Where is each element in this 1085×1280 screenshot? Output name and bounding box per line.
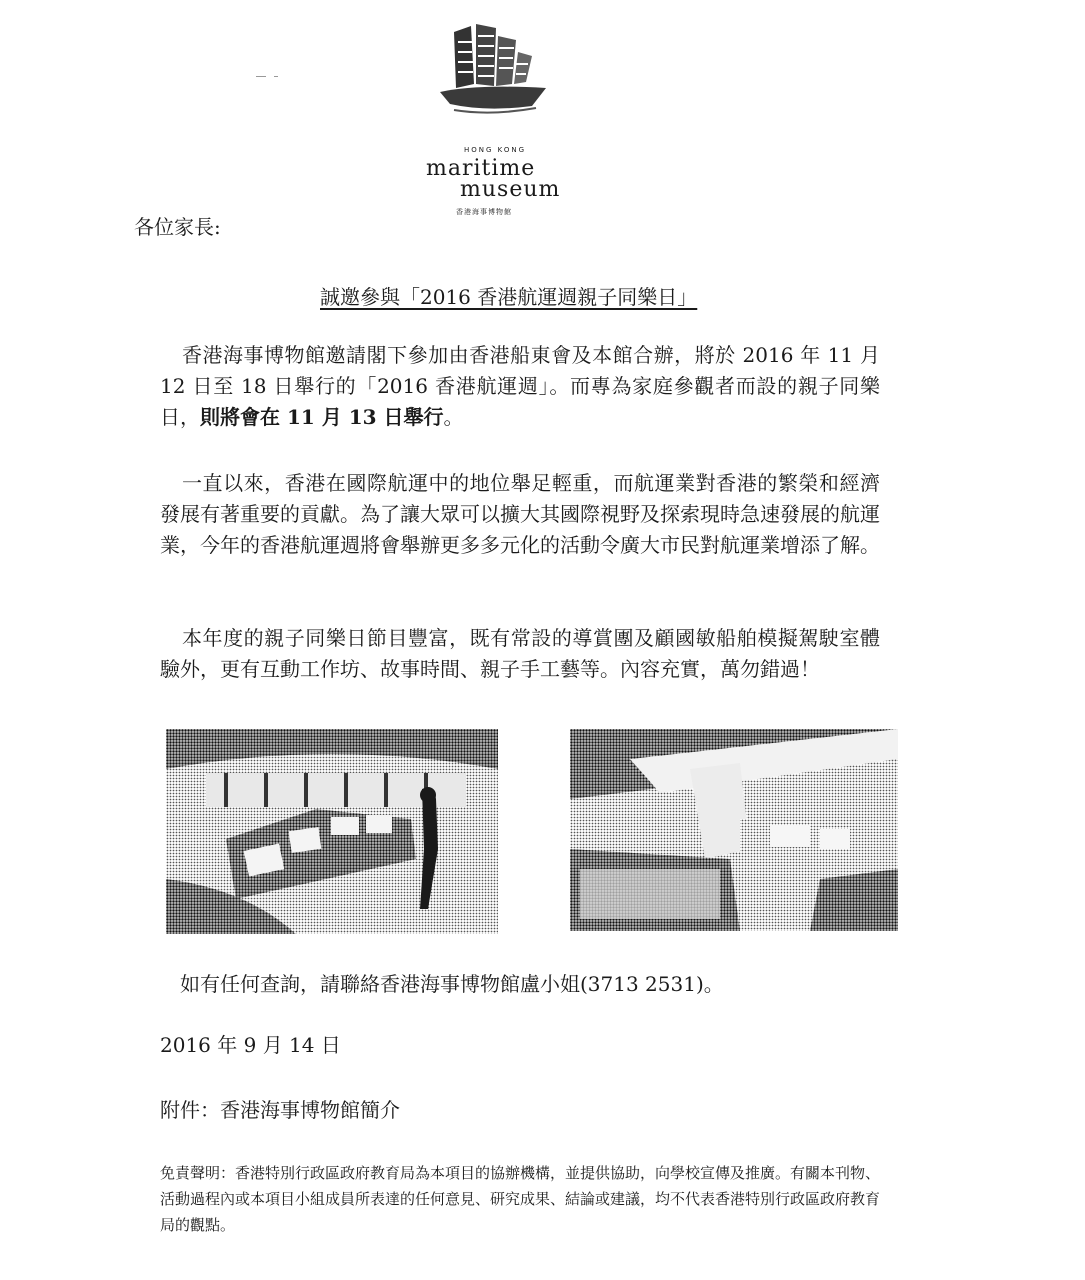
photo-museum-gallery (570, 729, 898, 931)
logo-line-museum: museum (460, 177, 561, 202)
paragraph-invitation-text: 香港海事博物館邀請閣下參加由香港船東會及本館合辦，將於 2016 年 11 月 12 日至 18 日舉行的「2016 香港航運週」。而專為家庭參觀者而設的親子同樂日， (160, 343, 880, 429)
logo-chinese-name: 香港海事博物館 (456, 208, 512, 216)
junk-boat-icon (436, 22, 551, 117)
letter-date: 2016 年 9 月 14 日 (160, 1033, 341, 1057)
paragraph-background: 一直以來，香港在國際航運中的地位舉足輕重，而航運業對香港的繁榮和經濟發展有著重要的貢獻。為了讓大眾可以擴大其國際視野及探索現時急速發展的航運業，今年的香港航運週將會舉辦更多多元化的活動令廣大市民對航運業增添了解。 (160, 471, 880, 557)
letter-title: 誠邀參與「2016 香港航運週親子同樂日」 (320, 285, 698, 309)
attachment-line: 附件：香港海事博物館簡介 (160, 1098, 400, 1122)
disclaimer: 免責聲明：香港特別行政區政府教育局為本項目的協辦機構，並提供協助，向學校宣傳及推廣。有關本刊物、活動過程內或本項目小組成員所表達的任何意見、研究成果、結論或建議，均不代表香港特別行政區政府教育局的觀點。 (160, 1164, 881, 1234)
event-date-highlight: 則將會在 11 月 13 日舉行 (200, 405, 444, 429)
logo-line-maritime: maritime (426, 156, 536, 181)
logo-city: HONG KONG (464, 146, 527, 154)
photo-ship-bridge-simulator (166, 729, 498, 934)
paragraph-invitation (160, 340, 880, 433)
enquiry-line: 如有任何查詢，請聯絡香港海事博物館盧小姐(3713 2531)。 (180, 972, 724, 996)
paragraph-programme: 本年度的親子同樂日節目豐富，既有常設的導賞團及顧國敏船舶模擬駕駛室體驗外，更有互動工作坊、故事時間、親子手工藝等。內容充實，萬勿錯過！ (160, 626, 880, 681)
salutation: 各位家長: (134, 215, 221, 239)
paragraph-invitation-end: 。 (443, 405, 464, 429)
scan-mark (274, 76, 278, 77)
museum-logo (420, 22, 570, 216)
scan-mark (256, 76, 266, 77)
